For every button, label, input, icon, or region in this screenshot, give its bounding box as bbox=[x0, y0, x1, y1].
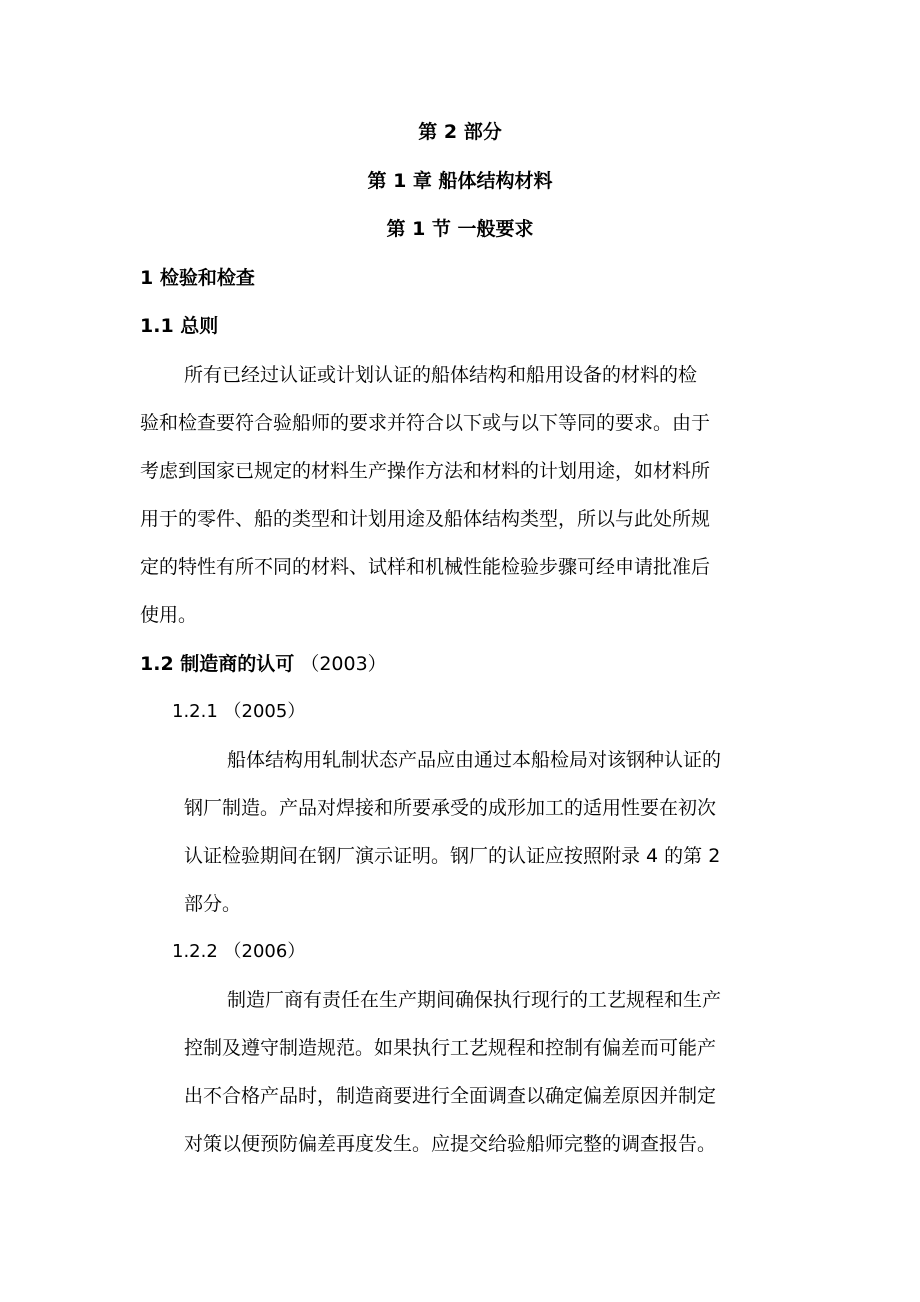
subsection-line: 部分。 bbox=[184, 893, 242, 915]
chapter-title: 第 1 章 船体结构材料 bbox=[367, 170, 553, 192]
para-line: 使用。 bbox=[140, 604, 198, 626]
section-title: 第 1 节 一般要求 bbox=[386, 218, 534, 240]
heading-1-2-year: （2003） bbox=[294, 653, 387, 675]
subsection-line: 船体结构用轧制状态产品应由通过本船检局对该钢种认证的 bbox=[227, 749, 722, 771]
subsection-line: 控制及遵守制造规范。如果执行工艺规程和控制有偏差而可能产 bbox=[184, 1037, 717, 1059]
subsection-line: 制造厂商有责任在生产期间确保执行现行的工艺规程和生产 bbox=[227, 989, 722, 1011]
subsection-1-2-1-label: 1.2.1 （2005） bbox=[172, 701, 306, 722]
heading-1-2 bbox=[140, 651, 387, 677]
para-line: 考虑到国家已规定的材料生产操作方法和材料的计划用途，如材料所 bbox=[140, 460, 711, 482]
para-line: 用于的零件、船的类型和计划用途及船体结构类型，所以与此处所规 bbox=[140, 508, 711, 530]
heading-1: 1 检验和检查 bbox=[140, 267, 255, 289]
subsection-line: 对策以便预防偏差再度发生。应提交给验船师完整的调查报告。 bbox=[184, 1133, 717, 1155]
part-title: 第 2 部分 bbox=[418, 121, 502, 143]
heading-1-1: 1.1 总则 bbox=[140, 315, 219, 337]
subsection-1-2-2-label: 1.2.2 （2006） bbox=[172, 941, 306, 962]
subsection-line: 钢厂制造。产品对焊接和所要承受的成形加工的适用性要在初次 bbox=[184, 797, 717, 819]
heading-1-2-text: 1.2 制造商的认可 bbox=[140, 653, 295, 675]
para-line: 验和检查要符合验船师的要求并符合以下或与以下等同的要求。由于 bbox=[140, 412, 711, 434]
subsection-line: 出不合格产品时，制造商要进行全面调查以确定偏差原因并制定 bbox=[184, 1085, 717, 1107]
para-line: 定的特性有所不同的材料、试样和机械性能检验步骤可经申请批准后 bbox=[140, 556, 711, 578]
para-line: 所有已经过认证或计划认证的船体结构和船用设备的材料的检 bbox=[184, 364, 698, 386]
subsection-line: 认证检验期间在钢厂演示证明。钢厂的认证应按照附录 4 的第 2 bbox=[184, 845, 721, 867]
